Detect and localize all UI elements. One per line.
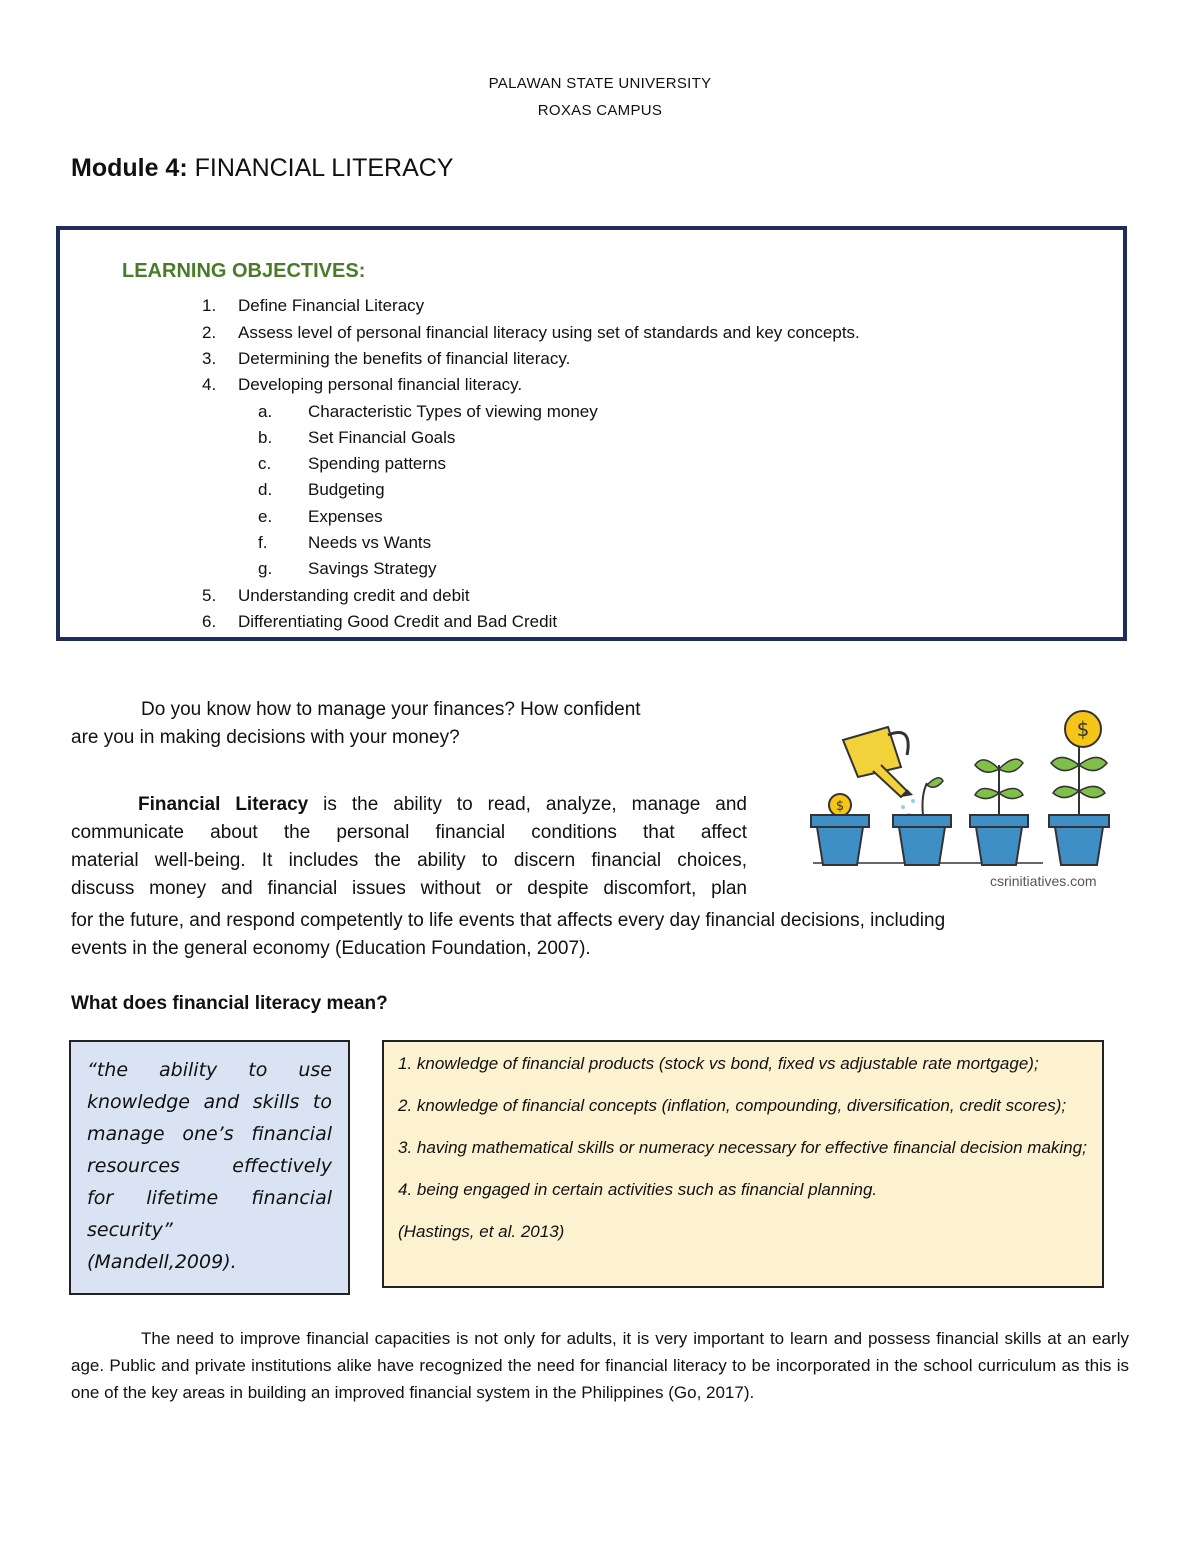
objective-number: f. [258,533,268,552]
hastings-item: 3. having mathematical skills or numeracy necessary for effective financial decision making; [398,1138,1087,1157]
hastings-item: 2. knowledge of financial concepts (inflation, compounding, diversification, credit scores); [398,1096,1067,1115]
objective-number: b. [258,428,273,447]
objective-number: 4. [202,375,217,394]
hastings-item: 1. knowledge of financial products (stock vs bond, fixed vs adjustable rate mortgage); [398,1054,1039,1073]
quote-line: manage one’s financial [87,1123,332,1145]
university-name: PALAWAN STATE UNIVERSITY [488,75,712,92]
objective-item: Determining the benefits of financial literacy. [238,349,571,368]
module-title [71,154,453,183]
objective-subitem: Set Financial Goals [308,428,456,447]
hastings-item: 4. being engaged in certain activities such as financial planning. [398,1180,878,1199]
hastings-list-box [382,1040,1104,1288]
objective-item: Differentiating Good Credit and Bad Credit [238,612,558,631]
definition-line-2: communicate about the personal financial conditions that affect [71,822,747,843]
quote-line: for lifetime financial [87,1187,332,1209]
objective-number: e. [258,507,273,526]
objective-number: c. [258,454,272,473]
objective-number: a. [258,402,273,421]
objective-number: g. [258,559,273,578]
quote-line: knowledge and skills to [87,1091,332,1113]
definition-line-1 [71,791,747,819]
objective-item: Define Financial Literacy [238,296,425,315]
quote-line: security” [87,1219,173,1241]
pot-with-money-flower-icon [1049,711,1109,865]
definition-paragraph [71,791,747,903]
definition-term: Financial Literacy [138,794,309,815]
definition-line-3: material well-being. It includes the ability to discern financial choices, [71,850,747,871]
intro-line-2: are you in making decisions with your money? [71,727,460,748]
objectives-title: LEARNING OBJECTIVES: [122,260,366,282]
svg-text:$: $ [835,799,845,814]
learning-objectives-box [56,226,1127,641]
definition-line-6: events in the general economy (Education Foundation, 2007). [71,938,591,959]
image-credit: csrinitiatives.com [990,873,1097,889]
objective-subitem: Savings Strategy [308,559,437,578]
objective-number: 6. [202,612,217,631]
svg-text:$: $ [1076,717,1090,741]
pot-with-coin-icon [811,794,869,865]
intro-line-1: Do you know how to manage your finances? How confident [141,699,641,720]
quote-citation: (Mandell,2009). [87,1251,237,1273]
definition-line-1-rest: is the ability to read, analyze, manage and [308,794,747,815]
objective-subitem: Budgeting [308,480,385,499]
objective-item: Developing personal financial literacy. [238,375,523,394]
objective-item: Assess level of personal financial literacy using set of standards and key concepts. [238,323,860,342]
objective-subitem: Spending patterns [308,454,446,473]
objective-number: 1. [202,296,217,315]
hastings-citation: (Hastings, et al. 2013) [398,1222,565,1241]
objective-subitem: Expenses [308,507,383,526]
quote-line: “the ability to use [87,1059,332,1081]
closing-paragraph [71,1325,1129,1406]
money-plant-illustration [803,705,1123,895]
objective-item: Understanding credit and debit [238,586,470,605]
objective-subitem: Needs vs Wants [308,533,432,552]
objective-subitem: Characteristic Types of viewing money [308,402,598,421]
watering-can-icon [843,727,913,797]
campus-name: ROXAS CAMPUS [537,102,663,119]
objective-number: 5. [202,586,217,605]
objective-number: d. [258,480,273,499]
objective-number: 2. [202,323,217,342]
definition-line-4: discuss money and financial issues without or despite discomfort, plan [71,878,747,899]
module-number: Module 4: [71,154,188,182]
pot-with-plant-icon [970,759,1028,865]
definition-line-5: for the future, and respond competently to life events that affects every day financial decisions, including [71,910,946,931]
module-name: FINANCIAL LITERACY [194,154,454,182]
question-heading: What does financial literacy mean? [71,993,388,1014]
objective-number: 3. [202,349,217,368]
closing-text: The need to improve financial capacities is not only for adults, it is very important to learn and possess financial skills at an early age. Public and private institutions alike have recognized the need for financial literacy to be incorporated in the school curriculum as this is one of the key areas in building an improved financial system in the Philippines (Go, 2017). [71,1329,1129,1402]
quote-line: resources effectively [87,1155,332,1177]
definition-quote-box [69,1040,350,1295]
